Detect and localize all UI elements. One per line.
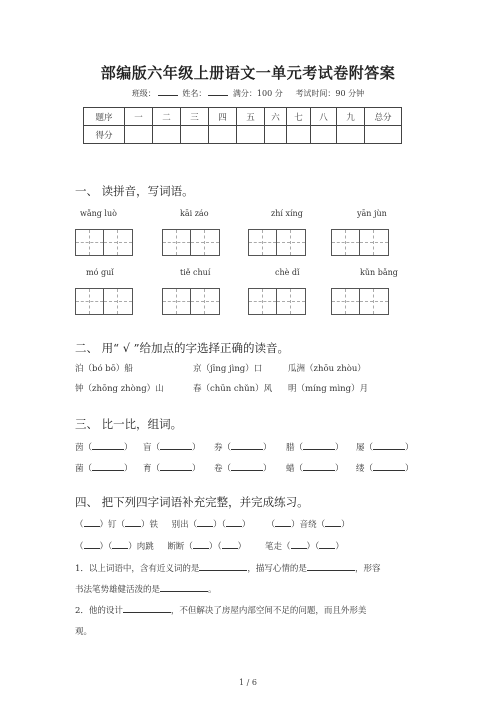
class-label: 班级： [131,89,156,98]
writing-grid[interactable] [75,288,133,315]
section-1-heading: 一、 读拼音，写词语。 [75,184,194,198]
writing-grid[interactable] [162,229,220,256]
score-table [83,107,402,144]
writing-grid[interactable] [331,288,389,315]
reading-choice[interactable]: 春（chūn chǔn）风 [193,384,273,394]
score-header: 三 [181,108,209,126]
exam-info [0,88,496,99]
score-cell[interactable] [181,126,209,144]
question-2[interactable]: 2．他的设计 ，不但解决了房屋内部空间不足的问题，而且外形美 [75,606,367,616]
score-row-label: 得分 [84,126,125,144]
score-header: 六 [265,108,287,126]
score-cell[interactable] [153,126,181,144]
pinyin-label: zhí xíng [271,209,303,218]
score-header: 题序 [84,108,125,126]
compare-item[interactable]: 蜡（ ） [286,464,344,474]
pinyin-label: kǔn bǎng [360,268,398,277]
score-cell[interactable] [237,126,265,144]
writing-grid[interactable] [248,288,306,315]
name-label: 姓名： [182,89,207,98]
section-2-heading: 二、 用“ √ ”给加点的字选择正确的读音。 [75,341,290,355]
compare-item[interactable]: 缕（ ） [356,464,414,474]
writing-grid[interactable] [248,229,306,256]
idiom-row-1[interactable]: （ ）钉（ ）铁 别出（ ）（ ） （ ）音绕（ ） [75,520,350,530]
pinyin-label: wǎng luò [80,209,117,218]
reading-choice[interactable]: 明（míng mìng）月 [288,384,369,394]
compare-item[interactable]: 茵（ ） [75,443,133,453]
idiom-row-2[interactable]: （ ）（ ）肉跳 断断（ ）（ ） 笔走（ ）（ ） [75,542,344,552]
score-cell[interactable] [287,126,311,144]
score-cell[interactable] [365,126,402,144]
full-score: 满分：100 分 [232,89,283,98]
pinyin-label: chè dǐ [275,268,300,277]
score-header: 四 [209,108,237,126]
section-4-heading: 四、 把下列四字词语补充完整，并完成练习。 [75,495,309,509]
score-table-score-row [84,126,402,144]
score-cell[interactable] [209,126,237,144]
score-table-header-row [84,108,402,126]
score-cell[interactable] [311,126,337,144]
compare-item[interactable]: 券（ ） [214,443,272,453]
score-header: 五 [237,108,265,126]
reading-choice[interactable]: 钟（zhōng zhòng）山 [75,384,164,394]
compare-item[interactable]: 盲（ ） [143,443,201,453]
compare-item[interactable]: 育（ ） [143,464,201,474]
reading-choice[interactable]: 瓜洲（zhōu zhòu） [288,364,366,374]
score-header: 一 [125,108,153,126]
score-header: 九 [337,108,365,126]
class-blank [158,88,178,96]
exam-time: 考试时间：90 分钟 [295,89,365,98]
reading-choice[interactable]: 泊（bó bō）船 [75,364,133,374]
score-header: 总分 [365,108,402,126]
writing-grid[interactable] [331,229,389,256]
score-cell[interactable] [125,126,153,144]
score-header: 二 [153,108,181,126]
section-3-heading: 三、 比一比，组词。 [75,417,183,431]
compare-item[interactable]: 菌（ ） [75,464,133,474]
pinyin-label: tiě chuí [180,268,211,277]
score-header: 七 [287,108,311,126]
compare-item[interactable]: 屡（ ） [356,443,414,453]
pinyin-label: mó guǐ [86,268,114,277]
score-header: 八 [311,108,337,126]
page-number: 1 / 6 [239,678,257,687]
pinyin-label: yān jùn [357,209,387,218]
score-cell[interactable] [265,126,287,144]
reading-choice[interactable]: 京（jīng jìng）口 [193,364,263,374]
question-2-cont: 观。 [75,627,93,637]
compare-item[interactable]: 腊（ ） [286,443,344,453]
pinyin-label: kāi záo [180,209,209,218]
writing-grid[interactable] [75,229,133,256]
compare-item[interactable]: 卷（ ） [214,464,272,474]
name-blank [208,88,228,96]
question-1-cont[interactable]: 书法笔势雄健活泼的是 。 [75,585,217,595]
score-cell[interactable] [337,126,365,144]
question-1[interactable]: 1．以上词语中，含有近义词的是 ，描写心情的是 ，形容 [75,564,381,574]
writing-grid[interactable] [162,288,220,315]
page-title: 部编版六年级上册语文一单元考试卷附答案 [100,64,396,82]
